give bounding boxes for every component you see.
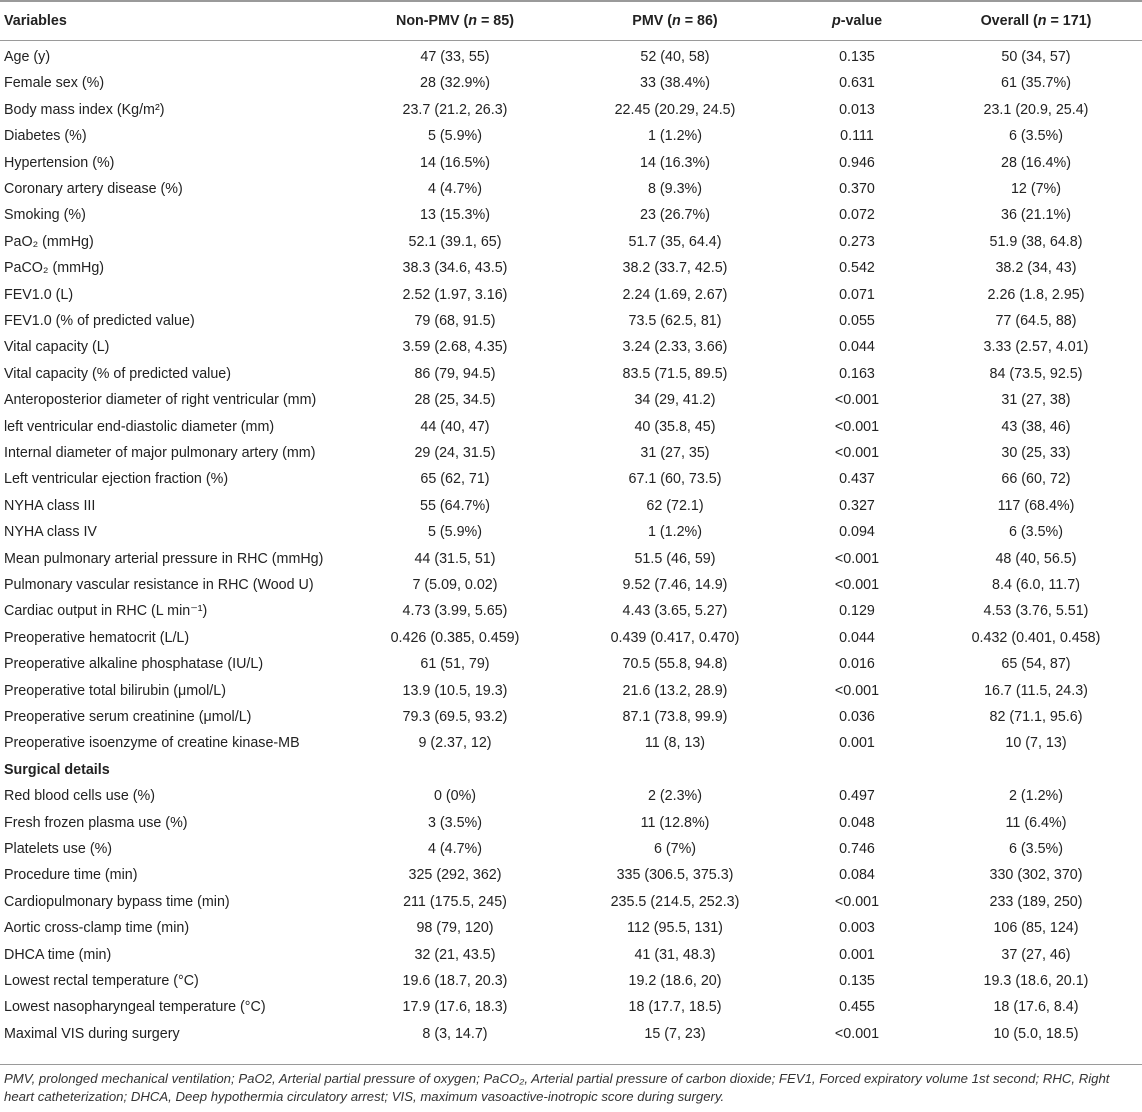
cell-p-value: 0.497 (839, 788, 875, 805)
cell-non-pmv: 3.59 (2.68, 4.35) (402, 339, 508, 356)
cell-non-pmv: 0.426 (0.385, 0.459) (390, 629, 520, 646)
cell-non-pmv: 55 (64.7%) (420, 497, 490, 514)
table-row (0, 414, 1142, 440)
cell-pmv: 2 (2.3%) (647, 788, 703, 805)
cell-non-pmv: 28 (25, 34.5) (414, 392, 496, 409)
cell-variable: Smoking (%) (4, 207, 86, 224)
cell-p-value: 0.946 (839, 154, 875, 171)
cell-variable: Preoperative total bilirubin (μmol/L) (4, 682, 226, 699)
table-row (0, 202, 1142, 228)
cell-overall: 12 (7%) (1010, 181, 1062, 197)
cell-variable: Age (y) (4, 49, 51, 65)
cell-p-value: <0.001 (834, 893, 880, 910)
cell-non-pmv: 9 (2.37, 12) (418, 735, 492, 752)
cell-overall: 48 (40, 56.5) (995, 550, 1077, 567)
table-row (0, 572, 1142, 598)
cell-pmv: 11 (12.8%) (640, 814, 710, 831)
header-non-pmv: Non-PMV (n = 85) (396, 13, 514, 29)
cell-pmv: 9.52 (7.46, 14.9) (622, 577, 728, 593)
cell-p-value: 0.044 (839, 339, 875, 356)
section-heading-row (0, 757, 1142, 783)
header-overall: Overall (n = 171) (980, 13, 1092, 29)
cell-non-pmv: 79 (68, 91.5) (414, 313, 496, 329)
cell-variable: left ventricular end-diastolic diameter (mm) (4, 418, 275, 435)
cell-overall: 28 (16.4%) (1001, 154, 1071, 171)
cell-pmv: 83.5 (71.5, 89.5) (622, 365, 728, 382)
cell-variable: Coronary artery disease (%) (4, 181, 183, 197)
cell-p-value: 0.455 (839, 999, 875, 1016)
table-row (0, 123, 1142, 149)
cell-p-value: <0.001 (834, 445, 880, 461)
cell-p-value: 0.129 (839, 603, 875, 620)
table-row (0, 387, 1142, 413)
cell-pmv: 87.1 (73.8, 99.9) (622, 709, 728, 725)
cell-pmv: 34 (29, 41.2) (634, 392, 716, 409)
cell-p-value: 0.048 (839, 814, 875, 831)
cell-non-pmv: 3 (3.5%) (427, 814, 483, 831)
cell-overall: 117 (68.4%) (997, 497, 1075, 514)
cell-variable: Hypertension (%) (4, 154, 115, 171)
cell-pmv: 70.5 (55.8, 94.8) (622, 656, 728, 673)
table-row (0, 625, 1142, 651)
cell-pmv: 15 (7, 23) (644, 1025, 706, 1042)
table-row (0, 994, 1142, 1020)
cell-pmv: 40 (35.8, 45) (634, 418, 716, 435)
cell-overall: 61 (35.7%) (1001, 75, 1071, 92)
cell-variable: Red blood cells use (%) (4, 788, 155, 805)
cell-p-value: 0.001 (839, 946, 875, 963)
cell-variable: Cardiac output in RHC (L min⁻¹) (4, 603, 208, 620)
cell-pmv: 6 (7%) (653, 841, 697, 857)
cell-overall: 66 (60, 72) (1001, 471, 1071, 488)
cell-p-value: 0.001 (839, 735, 875, 752)
cell-pmv: 3.24 (2.33, 3.66) (622, 339, 728, 356)
cell-pmv: 2.24 (1.69, 2.67) (622, 286, 728, 303)
cell-p-value: 0.013 (839, 101, 875, 118)
table-top-rule (0, 0, 1142, 2)
cell-overall: 23.1 (20.9, 25.4) (983, 101, 1089, 118)
cell-pmv: 52 (40, 58) (640, 49, 710, 65)
cell-p-value: 0.631 (839, 75, 875, 92)
cell-p-value: 0.542 (839, 260, 875, 277)
cell-non-pmv: 23.7 (21.2, 26.3) (402, 101, 508, 118)
table-row (0, 334, 1142, 360)
table-row (0, 704, 1142, 730)
cell-overall: 18 (17.6, 8.4) (993, 999, 1079, 1016)
cell-non-pmv: 52.1 (39.1, 65) (408, 233, 502, 250)
table-row (0, 519, 1142, 545)
cell-overall: 31 (27, 38) (1001, 392, 1071, 409)
cell-variable: Mean pulmonary arterial pressure in RHC (mmHg) (4, 550, 324, 567)
cell-pmv: 31 (27, 35) (640, 445, 710, 461)
cell-non-pmv: 17.9 (17.6, 18.3) (402, 999, 508, 1016)
cell-p-value: 0.370 (839, 181, 875, 197)
cell-variable: Lowest nasopharyngeal temperature (°C) (4, 999, 266, 1016)
table-row (0, 783, 1142, 809)
cell-pmv: 335 (306.5, 375.3) (616, 867, 734, 884)
cell-non-pmv: 47 (33, 55) (420, 49, 490, 65)
cell-variable: Cardiopulmonary bypass time (min) (4, 893, 230, 910)
cell-overall: 77 (64.5, 88) (995, 313, 1077, 329)
cell-p-value: <0.001 (834, 577, 880, 593)
cell-overall: 6 (3.5%) (1008, 841, 1064, 857)
header-pmv: PMV (n = 86) (632, 13, 718, 29)
table-row (0, 440, 1142, 466)
cell-p-value: 0.163 (839, 365, 875, 382)
cell-overall: 106 (85, 124) (993, 920, 1079, 937)
cell-p-value: 0.003 (839, 920, 875, 937)
cell-pmv: 19.2 (18.6, 20) (628, 973, 722, 989)
table-row (0, 810, 1142, 836)
cell-non-pmv: 44 (40, 47) (420, 418, 490, 435)
cell-variable: NYHA class IV (4, 524, 97, 541)
cell-non-pmv: 28 (32.9%) (420, 75, 490, 92)
cell-overall: 2 (1.2%) (1008, 788, 1064, 805)
table-row (0, 968, 1142, 994)
cell-non-pmv: 29 (24, 31.5) (414, 445, 496, 461)
cell-p-value: 0.094 (839, 524, 875, 541)
cell-non-pmv: 98 (79, 120) (416, 920, 494, 937)
cell-variable: PaCO₂ (mmHg) (4, 260, 105, 277)
cell-overall: 30 (25, 33) (1001, 445, 1071, 461)
table-row (0, 44, 1142, 70)
cell-variable: Pulmonary vascular resistance in RHC (Wood U) (4, 577, 314, 593)
header-p-value: p-value (831, 13, 883, 29)
cell-p-value: <0.001 (834, 550, 880, 567)
cell-non-pmv: 2.52 (1.97, 3.16) (402, 286, 508, 303)
cell-variable: Vital capacity (L) (4, 339, 110, 356)
cell-pmv: 8 (9.3%) (647, 181, 703, 197)
cell-overall: 233 (189, 250) (989, 893, 1083, 910)
cell-pmv: 4.43 (3.65, 5.27) (622, 603, 728, 620)
cell-non-pmv: 65 (62, 71) (420, 471, 490, 488)
table-row (0, 308, 1142, 334)
cell-pmv: 51.7 (35, 64.4) (628, 233, 722, 250)
cell-variable: Preoperative isoenzyme of creatine kinase-MB (4, 735, 300, 752)
cell-overall: 37 (27, 46) (1001, 946, 1071, 963)
cell-variable: Anteroposterior diameter of right ventricular (mm) (4, 392, 317, 409)
cell-non-pmv: 5 (5.9%) (427, 524, 483, 541)
cell-variable: Procedure time (min) (4, 867, 138, 884)
table-header-rule (0, 40, 1142, 41)
cell-p-value: <0.001 (834, 392, 880, 409)
table-footnote: PMV, prolonged mechanical ventilation; PaO2, Arterial partial pressure of oxygen; PaCO₂, Arterial partial pressure of carbon dioxide; FEV1, Forced expiratory volume 1st second; RHC, Right heart catheterization; DHCA, Deep hypothermia circulatory arrest; VIS, maximum vasoactive-inotropic score during surgery. (4, 1071, 1110, 1104)
cell-overall: 0.432 (0.401, 0.458) (971, 629, 1101, 646)
cell-variable: Fresh frozen plasma use (%) (4, 814, 188, 831)
cell-pmv: 41 (31, 48.3) (634, 946, 716, 963)
table-row (0, 862, 1142, 888)
cell-overall: 36 (21.1%) (1001, 207, 1071, 224)
table-bottom-rule (0, 1064, 1142, 1065)
cell-variable: Lowest rectal temperature (°C) (4, 973, 199, 989)
cell-non-pmv: 4 (4.7%) (427, 841, 483, 857)
cell-pmv: 1 (1.2%) (647, 128, 703, 145)
table-row (0, 466, 1142, 492)
cell-overall: 3.33 (2.57, 4.01) (983, 339, 1089, 356)
table-row (0, 150, 1142, 176)
cell-non-pmv: 4.73 (3.99, 5.65) (402, 603, 508, 620)
cell-non-pmv: 0 (0%) (433, 788, 477, 805)
cell-variable: Preoperative hematocrit (L/L) (4, 629, 190, 646)
cell-pmv: 11 (8, 13) (644, 735, 706, 752)
table-row (0, 730, 1142, 756)
cell-non-pmv: 86 (79, 94.5) (414, 365, 496, 382)
cell-variable: Left ventricular ejection fraction (%) (4, 471, 229, 488)
table-row (0, 229, 1142, 255)
cell-p-value: 0.072 (839, 207, 875, 224)
cell-non-pmv: 4 (4.7%) (427, 181, 483, 197)
table-row (0, 255, 1142, 281)
cell-pmv: 62 (72.1) (646, 497, 704, 514)
cell-non-pmv: 61 (51, 79) (420, 656, 490, 673)
cell-variable: Preoperative serum creatinine (μmol/L) (4, 709, 252, 725)
cell-variable: FEV1.0 (L) (4, 286, 74, 303)
cell-non-pmv: 19.6 (18.7, 20.3) (402, 973, 508, 989)
cell-p-value: <0.001 (834, 682, 880, 699)
table-row (0, 361, 1142, 387)
cell-pmv: 21.6 (13.2, 28.9) (622, 682, 728, 699)
cell-p-value: 0.016 (839, 656, 875, 673)
cell-variable: Body mass index (Kg/m²) (4, 101, 165, 118)
table-row (0, 598, 1142, 624)
cell-p-value: 0.135 (839, 973, 875, 989)
table-row (0, 942, 1142, 968)
cell-pmv: 51.5 (46, 59) (634, 550, 716, 567)
cell-overall: 6 (3.5%) (1008, 524, 1064, 541)
cell-overall: 43 (38, 46) (1001, 418, 1071, 435)
cell-non-pmv: 32 (21, 43.5) (414, 946, 496, 963)
cell-pmv: 22.45 (20.29, 24.5) (614, 101, 736, 118)
cell-non-pmv: 38.3 (34.6, 43.5) (402, 260, 508, 277)
cell-variable: Female sex (%) (4, 75, 105, 92)
table-row (0, 889, 1142, 915)
cell-non-pmv: 13 (15.3%) (420, 207, 490, 224)
cell-overall: 38.2 (34, 43) (995, 260, 1077, 277)
table-row (0, 836, 1142, 862)
cell-p-value: <0.001 (834, 418, 880, 435)
cell-non-pmv: 14 (16.5%) (420, 154, 490, 171)
cell-p-value: 0.071 (839, 286, 875, 303)
cell-pmv: 1 (1.2%) (647, 524, 703, 541)
cell-p-value: 0.044 (839, 629, 875, 646)
cell-p-value: 0.084 (839, 867, 875, 884)
cell-pmv: 73.5 (62.5, 81) (628, 313, 722, 329)
table-row (0, 915, 1142, 941)
table-row (0, 97, 1142, 123)
table-row (0, 70, 1142, 96)
table-header-row (0, 8, 1142, 34)
cell-pmv: 33 (38.4%) (640, 75, 710, 92)
cell-variable: Platelets use (%) (4, 841, 113, 857)
cell-overall: 16.7 (11.5, 24.3) (984, 682, 1088, 699)
cell-variable: Maximal VIS during surgery (4, 1025, 180, 1042)
cell-overall: 10 (5.0, 18.5) (993, 1025, 1079, 1042)
table-row (0, 176, 1142, 202)
cell-non-pmv: 8 (3, 14.7) (422, 1025, 488, 1042)
table-row (0, 678, 1142, 704)
cell-variable: Internal diameter of major pulmonary artery (mm) (4, 445, 316, 461)
cell-p-value: 0.111 (840, 128, 874, 145)
cell-overall: 2.26 (1.8, 2.95) (987, 286, 1085, 303)
cell-non-pmv: 13.9 (10.5, 19.3) (402, 682, 508, 699)
cell-non-pmv: 44 (31.5, 51) (414, 550, 496, 567)
cell-overall: 50 (34, 57) (1001, 49, 1071, 65)
cell-overall: 4.53 (3.76, 5.51) (983, 603, 1089, 620)
cell-pmv: 112 (95.5, 131) (627, 920, 723, 937)
cell-non-pmv: 5 (5.9%) (427, 128, 483, 145)
cell-variable: PaO₂ (mmHg) (4, 233, 94, 250)
cell-variable: FEV1.0 (% of predicted value) (4, 313, 195, 329)
cell-overall: 11 (6.4%) (1005, 814, 1067, 831)
cell-p-value: 0.327 (839, 497, 875, 514)
cell-overall: 6 (3.5%) (1008, 128, 1064, 145)
cell-non-pmv: 325 (292, 362) (408, 867, 502, 884)
header-variables: Variables (4, 13, 67, 29)
cell-pmv: 18 (17.7, 18.5) (628, 999, 722, 1016)
cell-variable: DHCA time (min) (4, 946, 112, 963)
table-row (0, 493, 1142, 519)
cell-p-value: 0.055 (839, 313, 875, 329)
cell-variable: Vital capacity (% of predicted value) (4, 365, 232, 382)
table-row (0, 282, 1142, 308)
cell-overall: 10 (7, 13) (1005, 735, 1067, 752)
table-row (0, 1021, 1142, 1047)
cell-pmv: 14 (16.3%) (640, 154, 710, 171)
cell-non-pmv: 79.3 (69.5, 93.2) (402, 709, 508, 725)
cell-pmv: 235.5 (214.5, 252.3) (610, 893, 740, 910)
cell-overall: 330 (302, 370) (989, 867, 1083, 884)
cell-overall: 19.3 (18.6, 20.1) (983, 973, 1089, 989)
cell-pmv: 67.1 (60, 73.5) (628, 471, 722, 488)
cell-p-value: 0.036 (839, 709, 875, 725)
cell-p-value: 0.437 (839, 471, 875, 488)
cell-non-pmv: 7 (5.09, 0.02) (412, 577, 498, 593)
cell-non-pmv: 211 (175.5, 245) (403, 893, 507, 910)
table-row (0, 651, 1142, 677)
cell-p-value: <0.001 (834, 1025, 880, 1042)
cell-pmv: 0.439 (0.417, 0.470) (610, 629, 740, 646)
section-title: Surgical details (4, 761, 110, 778)
cell-pmv: 23 (26.7%) (640, 207, 710, 224)
cell-overall: 65 (54, 87) (1001, 656, 1071, 673)
cell-overall: 82 (71.1, 95.6) (989, 709, 1083, 725)
cell-variable: NYHA class III (4, 497, 96, 514)
cell-p-value: 0.273 (839, 233, 875, 250)
table-row (0, 546, 1142, 572)
cell-overall: 84 (73.5, 92.5) (989, 365, 1083, 382)
cell-p-value: 0.746 (839, 841, 875, 857)
cell-variable: Diabetes (%) (4, 128, 87, 145)
cell-variable: Preoperative alkaline phosphatase (IU/L) (4, 656, 264, 673)
cell-pmv: 38.2 (33.7, 42.5) (622, 260, 728, 277)
cell-overall: 8.4 (6.0, 11.7) (992, 577, 1080, 593)
cell-variable: Aortic cross-clamp time (min) (4, 920, 190, 937)
cell-p-value: 0.135 (839, 49, 875, 65)
cell-overall: 51.9 (38, 64.8) (989, 233, 1083, 250)
